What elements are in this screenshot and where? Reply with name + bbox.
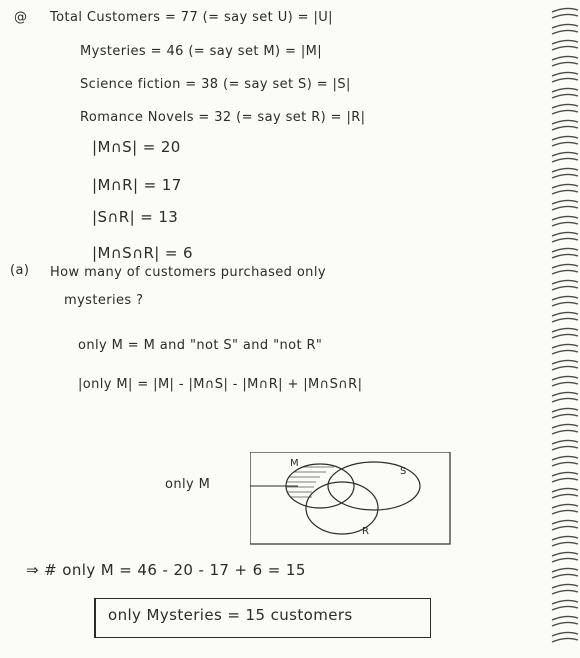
- spiral-ring: [552, 360, 578, 370]
- only-m-formula: |only M| = |M| - |M∩S| - |M∩R| + |M∩S∩R|: [78, 377, 363, 392]
- spiral-ring: [552, 152, 578, 162]
- spiral-ring: [552, 40, 578, 50]
- spiral-ring: [552, 248, 578, 258]
- spiral-ring: [552, 344, 578, 354]
- spiral-ring: [552, 296, 578, 306]
- spiral-ring: [552, 600, 578, 610]
- spiral-ring: [552, 168, 578, 178]
- spiral-ring: [552, 120, 578, 130]
- given-science-fiction: Science fiction = 38 (= say set S) = |S|: [80, 77, 351, 92]
- given-m-intersect-s: |M∩S| = 20: [92, 138, 181, 156]
- set-s-label: S: [400, 466, 407, 477]
- set-m-label: M: [290, 458, 299, 469]
- spiral-ring: [552, 232, 578, 242]
- given-m-s-r-intersect: |M∩S∩R| = 6: [92, 244, 193, 262]
- spiral-ring: [552, 8, 578, 18]
- given-m-intersect-r: |M∩R| = 17: [92, 176, 182, 194]
- spiral-ring: [552, 56, 578, 66]
- only-m-hatching: [286, 467, 334, 497]
- spiral-ring: [552, 24, 578, 34]
- spiral-ring: [552, 632, 578, 642]
- spiral-ring: [552, 472, 578, 482]
- spiral-ring: [552, 376, 578, 386]
- given-romance-novels: Romance Novels = 32 (= say set R) = |R|: [80, 110, 366, 125]
- spiral-ring: [552, 616, 578, 626]
- notebook-spiral-binding: [544, 0, 580, 658]
- header-mark: @: [14, 10, 28, 25]
- spiral-ring: [552, 488, 578, 498]
- final-answer: only Mysteries = 15 customers: [108, 606, 353, 624]
- spiral-ring: [552, 264, 578, 274]
- spiral-ring: [552, 200, 578, 210]
- only-m-definition: only M = M and "not S" and "not R": [78, 338, 323, 353]
- spiral-ring: [552, 136, 578, 146]
- spiral-ring: [552, 552, 578, 562]
- question-line-1: How many of customers purchased only: [50, 265, 326, 280]
- spiral-ring: [552, 216, 578, 226]
- part-a-label: (a): [10, 263, 30, 278]
- given-total-customers: Total Customers = 77 (= say set U) = |U|: [50, 10, 333, 25]
- spiral-ring: [552, 328, 578, 338]
- spiral-ring: [552, 424, 578, 434]
- set-r-label: R: [362, 526, 369, 537]
- spiral-ring: [552, 536, 578, 546]
- spiral-ring: [552, 568, 578, 578]
- spiral-ring: [552, 456, 578, 466]
- given-s-intersect-r: |S∩R| = 13: [92, 208, 179, 226]
- spiral-ring: [552, 440, 578, 450]
- venn-pointer-label: only M: [165, 477, 211, 492]
- spiral-ring: [552, 88, 578, 98]
- spiral-ring: [552, 408, 578, 418]
- question-line-2: mysteries ?: [64, 293, 144, 308]
- spiral-ring: [552, 520, 578, 530]
- spiral-ring: [552, 584, 578, 594]
- venn-diagram: [250, 452, 456, 548]
- only-m-calculation: ⇒ # only M = 46 - 20 - 17 + 6 = 15: [26, 561, 306, 579]
- spiral-ring: [552, 72, 578, 82]
- spiral-ring: [552, 504, 578, 514]
- spiral-ring: [552, 104, 578, 114]
- spiral-ring: [552, 392, 578, 402]
- spiral-ring: [552, 312, 578, 322]
- spiral-ring: [552, 280, 578, 290]
- spiral-ring: [552, 184, 578, 194]
- given-mysteries: Mysteries = 46 (= say set M) = |M|: [80, 44, 323, 59]
